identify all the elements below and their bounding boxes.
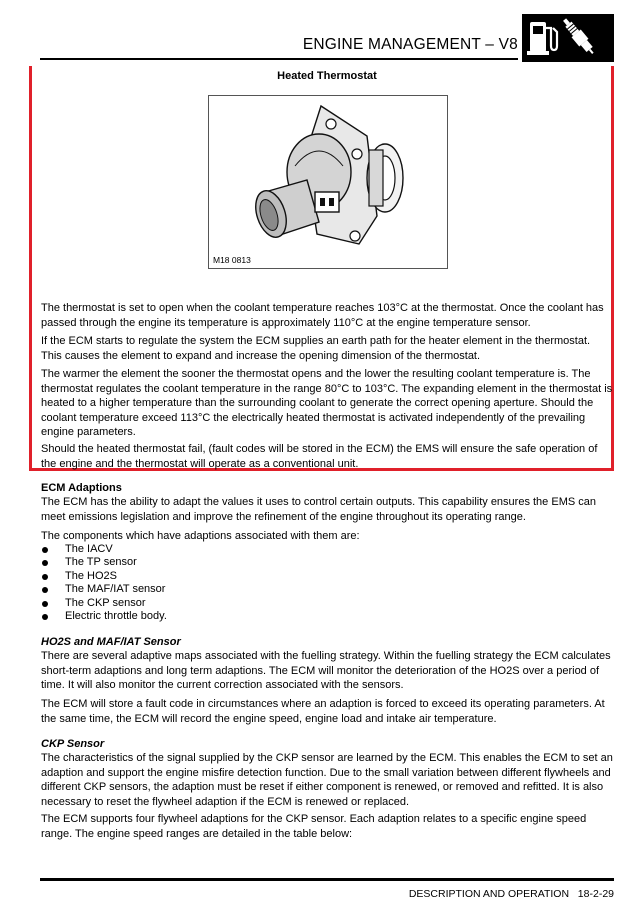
- page-header-title: ENGINE MANAGEMENT – V8: [302, 36, 518, 53]
- ckp-paragraph: The characteristics of the signal supplied by the CKP sensor are learned by the ECM. This enables the ECM to set an adaption and support the engine misfire detection function. Due to the small variation between different flywheels and different CKP sensors, the adaption must be reset if either component is renewed, or removed and refitted. It is also necessary to reset the flywheel adaption if the ECM is renewed or replaced.: [41, 752, 613, 808]
- thermostat-illustration: [209, 96, 447, 268]
- bullet-icon: [42, 574, 48, 580]
- footer-rule: [40, 878, 614, 881]
- bullet-icon: [42, 547, 48, 553]
- list-item: The MAF/IAT sensor: [41, 583, 167, 596]
- figure-title: Heated Thermostat: [277, 70, 377, 82]
- list-item: Electric throttle body.: [41, 610, 167, 623]
- thermostat-paragraph: The warmer the element the sooner the thermostat opens and the lower the resulting coolant temperature is. The thermostat regulates the coolant temperature in the range 80°C to 103°C. The expanding element in the thermostat is heated to a higher temperature than the surrounding coolant to generate the correct opening aperture. Should the coolant temperature exceed 113°C the electrically heated thermostat is activated independently of the prevailing engine parameters.: [41, 368, 613, 439]
- ecm-adaptions-list-intro: The components which have adaptions associated with them are:: [41, 530, 360, 542]
- ckp-paragraph: The ECM supports four flywheel adaptions for the CKP sensor. Each adaption relates to a specific engine speed range. The engine speed ranges are detailed in the table below:: [41, 813, 587, 840]
- thermostat-paragraph: The thermostat is set to open when the coolant temperature reaches 103°C at the thermostat. Once the coolant has passed through the engine its temperature is approximately 110°C at the engine temperature sensor.: [41, 302, 604, 329]
- section-heading-ho2s: HO2S and MAF/IAT Sensor: [41, 636, 181, 648]
- fuel-pump-and-spark-plug-icon: [522, 14, 614, 62]
- list-item: The TP sensor: [41, 556, 167, 569]
- thermostat-figure: [208, 95, 448, 269]
- page-footer: DESCRIPTION AND OPERATION 18-2-29: [408, 888, 614, 900]
- thermostat-paragraph: If the ECM starts to regulate the system the ECM supplies an earth path for the heater element in the thermostat. This causes the element to expand and increase the opening dimension of the thermostat.: [41, 335, 591, 362]
- ecm-adaptions-intro: The ECM has the ability to adapt the values it uses to control certain outputs. This capability ensures the EMS can meet emissions legislation and improve the refinement of the engine throughout its operating range.: [41, 496, 596, 523]
- bullet-icon: [42, 587, 48, 593]
- ho2s-paragraph: The ECM will store a fault code in circumstances where an adaption is forced to exceed its operating parameters. At the same time, the ECM will record the engine speed, engine load and intake air temperature.: [41, 698, 605, 725]
- list-item: The HO2S: [41, 570, 167, 583]
- figure-code: M18 0813: [213, 255, 251, 265]
- list-item: The IACV: [41, 543, 167, 556]
- bullet-icon: [42, 614, 48, 620]
- ho2s-paragraph: There are several adaptive maps associated with the fuelling strategy. Within the fuelling strategy the ECM calculates short-term adaptions and long term adaptions. The ECM will monitor the deterioration of the HO2S over a period of time. It will also monitor the current correction associated with the sensors.: [41, 650, 611, 692]
- adaption-components-list: [41, 543, 167, 623]
- section-heading-ecm-adaptions: ECM Adaptions: [41, 482, 122, 494]
- thermostat-paragraph: Should the heated thermostat fail, (fault codes will be stored in the ECM) the EMS will ensure the safe operation of the engine and the thermostat will operate as a conventional unit.: [41, 443, 598, 470]
- bullet-icon: [42, 601, 48, 607]
- section-heading-ckp: CKP Sensor: [41, 738, 105, 750]
- header-rule: [40, 58, 518, 60]
- list-item: The CKP sensor: [41, 597, 167, 610]
- bullet-icon: [42, 560, 48, 566]
